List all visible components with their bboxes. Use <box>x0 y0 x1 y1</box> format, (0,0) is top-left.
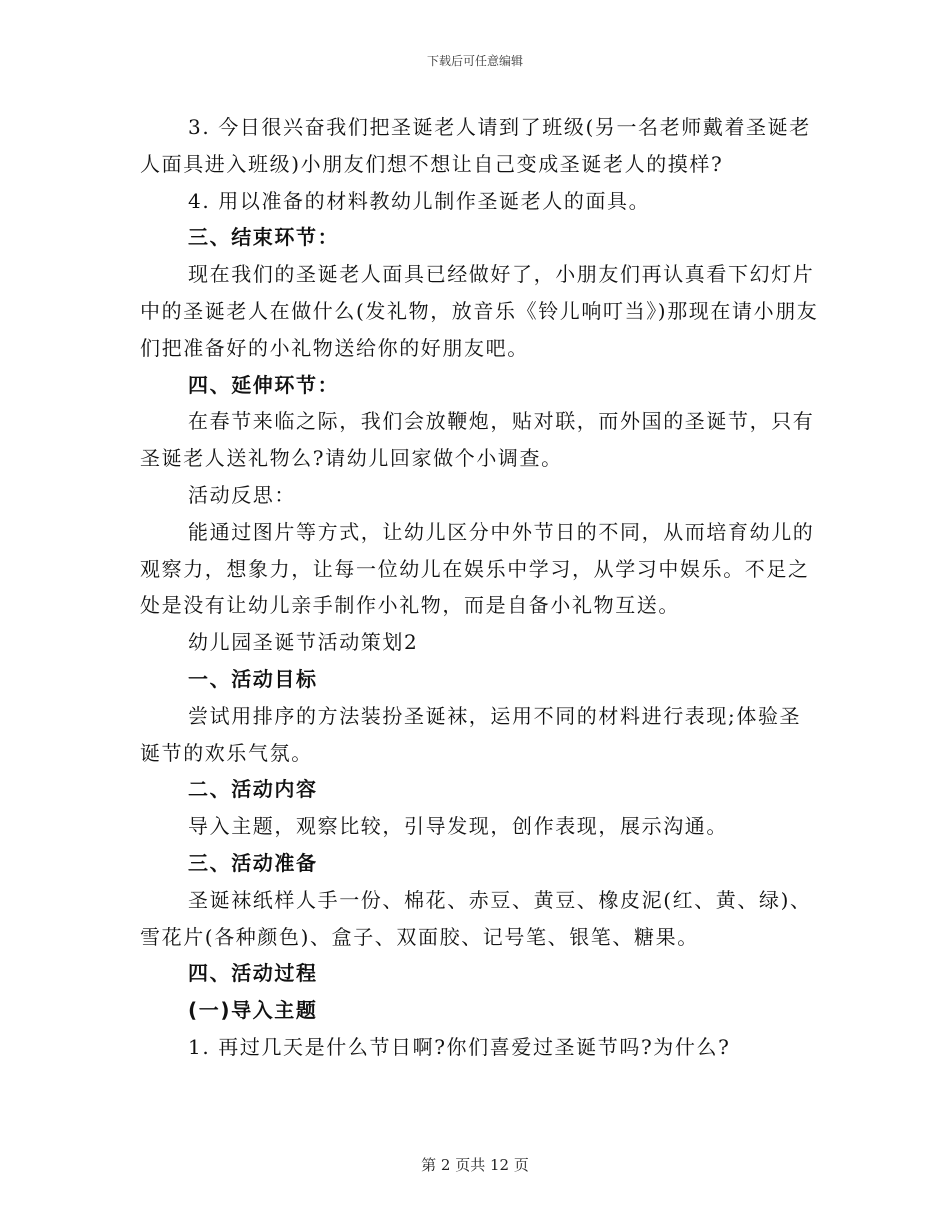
page-footer: 第 2 页共 12 页 <box>421 1156 529 1174</box>
document-body <box>140 109 820 1066</box>
paragraph-question-1: 1. 再过几天是什么节日啊?你们喜爱过圣诞节吗?为什么? <box>188 1034 731 1059</box>
heading-closing-section: 三、结束环节： <box>188 225 340 250</box>
heading-content: 二、活动内容 <box>188 777 318 802</box>
heading-reflection: 活动反思： <box>188 482 296 507</box>
plan-2-title: 幼儿园圣诞节活动策划2 <box>188 630 419 655</box>
paragraph-preparation: 圣诞袜纸样人手一份、棉花、赤豆、黄豆、橡皮泥(红、黄、绿)、雪花片(各种颜色)、盒子、双面胶、记号笔、银笔、糖果。 <box>140 887 812 949</box>
paragraph-step-4: 4. 用以准备的材料教幼儿制作圣诞老人的面具。 <box>188 188 651 213</box>
paragraph-content: 导入主题，观察比较，引导发现，创作表现，展示沟通。 <box>188 814 728 839</box>
page-header: 下载后可任意编辑 <box>426 54 523 68</box>
heading-introduce-theme: (一)导入主题 <box>188 998 318 1023</box>
paragraph-step-3: 3. 今日很兴奋我们把圣诞老人请到了班级(另一名老师戴着圣诞老人面具进入班级)小朋友们想不想让自己变成圣诞老人的摸样? <box>140 115 811 176</box>
heading-extension-section: 四、延伸环节： <box>188 372 340 397</box>
heading-process: 四、活动过程 <box>188 961 318 986</box>
paragraph-closing: 现在我们的圣诞老人面具已经做好了，小朋友们再认真看下幻灯片中的圣诞老人在做什么(发礼物，放音乐《铃儿响叮当》)那现在请小朋友们把准备好的小礼物送给你的好朋友吧。 <box>140 262 819 360</box>
paragraph-goals: 尝试用排序的方法装扮圣诞袜，运用不同的材料进行表现;体验圣诞节的欢乐气氛。 <box>140 703 802 765</box>
paragraph-reflection: 能通过图片等方式，让幼儿区分中外节日的不同，从而培育幼儿的观察力，想象力，让每一位幼儿在娱乐中学习，从学习中娱乐。不足之处是没有让幼儿亲手制作小礼物，而是自备小礼物互送。 <box>140 519 815 618</box>
heading-preparation: 三、活动准备 <box>188 850 318 875</box>
heading-goals: 一、活动目标 <box>188 666 318 691</box>
paragraph-extension: 在春节来临之际，我们会放鞭炮，贴对联，而外国的圣诞节，只有圣诞老人送礼物么?请幼儿回家做个小调查。 <box>140 409 815 471</box>
